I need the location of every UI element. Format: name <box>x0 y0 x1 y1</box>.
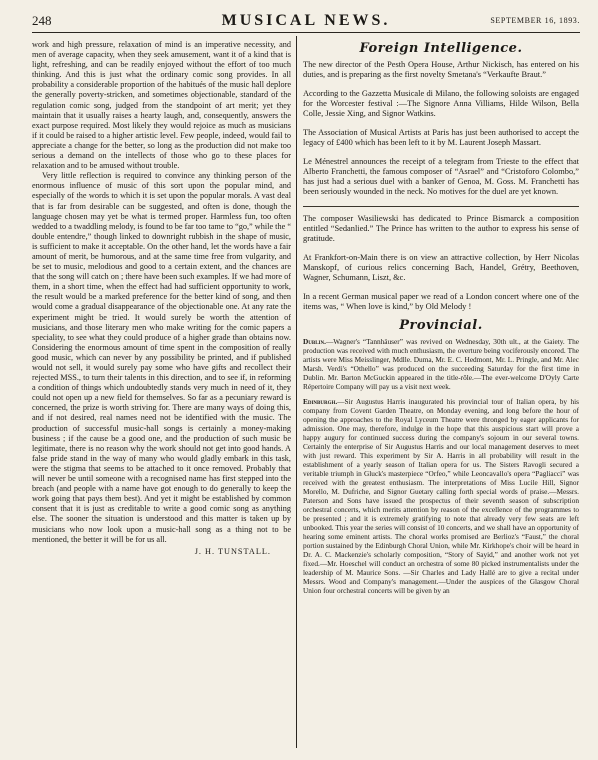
page-header <box>32 8 580 33</box>
news-item: In a recent German musical paper we read of a London concert where one of the items was, “ When love is kind,” by Old Melody ! <box>303 292 579 312</box>
news-item: At Frankfort-on-Main there is on view an attractive collection, by Herr Nicolas Manskopf, of curious relics concerning Bach, Handel, Grétry, Beethoven, Wagner, Schumann, Liszt, &c. <box>303 253 579 283</box>
news-item: Le Ménestrel announces the receipt of a telegram from Trieste to the effect that Alberto Franchetti, the famous composer of “Asrael” and “Cristoforo Colombo,” has just had a serious duel with a banker of Genoa, M. Goss. M. Franchetti has been seriously wounded in the neck. No motives for the duel are yet known. <box>303 157 579 197</box>
news-item: The new director of the Pesth Opera House, Arthur Nickisch, has entered on his duties, and is preparing as the first novelty Smetana's “Verkaufte Braut.” <box>303 60 579 80</box>
foreign-intelligence-heading: Foreign Intelligence. <box>359 41 523 56</box>
news-item: The Association of Musical Artists at Paris has just been authorised to accept the legacy of £400 which has been left to it by M. Laurent Joseph Massart. <box>303 128 579 148</box>
article-paragraph: Very little reflection is required to convince any thinking person of the enormous influence of music of this sort upon the popular mind, and especially of the words to which it is set upon the popular morals. A vast deal that is far from desirable can be suggested, and often is done, though the language chosen may yet be what is termed proper. Harmless fun, too often wedded to a twaddling melody, is found to be far too tame to “go,” while the “ double entendre,” though linked to downright rubbish in the shape of music, is sufficient to make it acceptable. On the other hand, let the words have a fair amount of merit, be humorous, and at the same time free from vulgarity, and be set to music, melodious and good to a certain extent, and the chances are that the song will catch on ; there have been such examples. If we had more of them, in a short time, when the effect had had sufficient opportunity to work, the result would be a marked preference for the better kind of song, and then would come a gradual disappearance of the objectionable one. At any rate the experiment might be tried. It would surely be worth the attention of musicians, and those literary men who make writing for the comic papers a speciality, to see what they could produce of a higher grade than obtains now. Considering the enormous amount of time spent in the composition of really good music, which can never by any possibility be printed, and if published would not sell, it would surely pay some who have gifts and recollect their rejected MSS., to turn their talents in this direction, and to see if, in reforming a condition of things which undoubtedly stands very much in need of it, they could not open up a new field for themselves. So far as a pecuniary reward is concerned, the prize is worth striving for. There are many ways of doing this, and if not desired, real names need not be identified with the music. The production of successful music-hall songs is certainly a money-making business ; if the cause be a good one, and the production of such music be legitimate, there is no reason why the work should not get into good hands. A false pride stand in the way of many who would gladly embark in this task, were the stigma that seems to be attached to it once removed. Probably that will never be until someone with a recognised name has first stepped into the breach (and people with a name have got enough to do generally to keep the work going that pays them best). And yet it might be established by common consent that it is just as creditable to write a good comic song as anything else. The sooner the situation is understood and this matter is taken up by musicians who now look upon a music-hall song as a thing not to be mentioned, the better it will be for us all. <box>32 171 291 544</box>
news-item: According to the Gazzetta Musicale di Milano, the following soloists are engaged for the Worcester festival :—The Signore Anna Villiams, Hilde Wilson, Bella Colle, Jessie Xing, and Signor Watkins. <box>303 89 579 119</box>
article-paragraph: work and high pressure, relaxation of mind is an imperative necessity, and men of average capacity, when they seek amusement, want it of a kind that is light, refreshing, and can be readily enjoyed without the effort of too much thinking. And this is just what the ordinary comic song provides. In all probability a considerable proportion of the habitués of the music hall deplore the generally poverty-stricken, and sometimes objectionable, standard of the regulation comic song, judged from the standpoint of art merit; yet they maintain that it usually raises a hearty laugh, and, consequently, answers the exact purpose required. Most likely they would rejoice as much as musicians if it could be raised to a higher artistic level. Few people, indeed, would fail to appreciate a change for the better, so long as the production did not make too serious a demand on the intellects of those who go to these places for relaxation and to be amused without trouble. <box>32 40 291 171</box>
provincial-reports <box>303 337 579 595</box>
masthead: MUSICAL NEWS. <box>221 12 391 29</box>
column-divider <box>296 36 297 748</box>
right-column <box>303 40 579 595</box>
dublin-label: Dublin. <box>303 337 326 347</box>
news-item: The composer Wasiliewski has dedicated to Prince Bismarck a composition entitled “Sedanlied.” The Prince has written to the author to express his sense of gratitude. <box>303 214 579 244</box>
edinburgh-label: Edinburgh. <box>303 397 338 407</box>
dublin-report: Dublin.—Wagner's “Tannhäuser” was revived on Wednesday, 30th ult., at the Gaiety. The production was received with much enthusiasm, the overture being vociferously encored. The artists were Miss Meisslinger, Mdlle. Duma, Mr. E. C. Hedmont, Mr. L. Pringle, and Mr. Alec Marsh. Verdi's “Othello” was produced on the succeeding Saturday for the first time in Dublin. Mr. Barton McGuckin appeared in the title-rôle.—The ever-welcome D'Oyly Carte Répertoire Company will pay us a visit next week. <box>303 337 579 392</box>
edinburgh-report: Edinburgh.—Sir Augustus Harris inaugurated his provincial tour of Italian opera, by his company from Covent Garden Theatre, on Monday evening, and long before the hour of opening the approaches to the Royal Lyceum Theatre were thronged by eager applicants for admission. One may, therefore, indulge in the hope that this auspicious start will prove a happy augury for continued success during the company's sojourn in our several towns. Certainly the enterprise of Sir Augustus Harris and our local management deserves to meet with just reward. This experiment by Sir A. Harris in all probability will result in the establishment of a yearly season of Italian opera for us. The Sisters Ravogli secured a veritable triumph in Gluck's masterpiece “Orfeo,” while Leoncavallo's opera “Pagliacci” was received with the greatest enthusiasm. The interpretations of Miss Lucile Hill, Signor Morello, M. Dufriche, and Signor Guetary calling forth special words of praise.—Messrs. Paterson and Sons have issued the prospectus of their seventh season of subscription orchestral concerts, which merits attention by reason of the excellence of the programmes to be presented ; and it is extremely gratifying to note that already very few seats are left unbooked. This year the series will consist of 10 concerts, and we shall have an opportunity of hearing some eminent artists. The choral works promised are Berlioz's “Faust,” the choral portion sustained by the Edinburgh Choral Union, while Mr. Kirkhope's choir will be heard in Dr. A. C. Mackenzie's scholarly composition, “Story of Sayid,” and another work not yet fixed.—Mr. Hoeschel will conduct an orchestra of some 80 picked instrumentalists under the leadership of M. Maurice Sons. —Sir Charles and Lady Hallé are to give a recital under Messrs. Wood and Company's management.—Under the auspices of the Glasgow Choral Union four orchestral concerts will be given by an <box>303 397 579 596</box>
provincial-heading: Provincial. <box>399 318 483 334</box>
page-number: 248 <box>32 13 52 28</box>
issue-date: SEPTEMBER 16, 1893. <box>490 16 580 25</box>
left-column <box>32 40 291 557</box>
section-rule <box>303 206 579 207</box>
author-signature: J. H. TUNSTALL. <box>194 546 271 556</box>
